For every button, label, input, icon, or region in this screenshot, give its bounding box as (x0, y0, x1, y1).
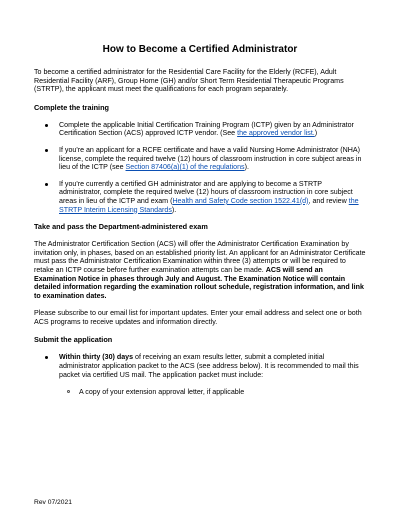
section-heading-training: Complete the training (34, 102, 109, 112)
packet-item-extension-letter: A copy of your extension approval letter, if applicable (59, 388, 366, 397)
revision-footer: Rev 07/2021 (34, 499, 72, 506)
approved-vendor-list-link[interactable]: the approved vendor list. (237, 129, 315, 138)
section-heading-exam: Take and pass the Department-administered exam (34, 222, 208, 232)
packet-requirements-list (59, 388, 366, 397)
subscribe-paragraph: Please subscribe to our email list for important updates. Enter your email address and select one or both ACS programs to receive updates and information directly. (34, 309, 362, 326)
page-title: How to Become a Certified Administrator (102, 44, 298, 55)
bullet-text-end: ). (171, 205, 177, 214)
bullet-text-end: ) (314, 129, 318, 138)
training-bullet-strtp (34, 180, 366, 214)
intro-paragraph: To become a certified administrator for the Residential Care Facility for the Elderly (RCFE), Adult Residential Facility (ARF), Group Home (GH) and/or Short Term Residential Therapeutic Programs (STRTP), the applicant must meet the qualifications for each program separately. (34, 68, 344, 94)
training-list (34, 121, 366, 214)
training-bullet-nha (34, 146, 366, 172)
submit-list (34, 353, 366, 396)
health-safety-code-link[interactable]: Health and Safety Code section 1522.41(d) (172, 196, 309, 205)
bullet-text: of receiving an exam results letter, submit a completed initial administrator application packet to the ACS (see address below). It is recommended to mail this packet via certified US mail. The application packet must include: (59, 353, 359, 379)
exam-notice-text: ACS will send an Examination Notice in phases through July and August. The Examination Notice will contain detailed information regarding the examination rollout schedule, registration information, and link to examination dates. (34, 265, 364, 300)
bullet-text: If you're an applicant for a RCFE certificate and have a valid Nursing Home Administrator (NHA) license, complete the required twelve (12) hours of classroom instruction in core subject areas in lieu of the ICTP (see (59, 145, 362, 172)
bullet-text-end: ). (244, 163, 249, 172)
strtp-standards-link[interactable]: the STRTP Interim Licensing Standards (59, 196, 359, 214)
exam-paragraph (34, 240, 366, 300)
regulations-section-link[interactable]: Section 87406(a)(1) of the regulations (125, 163, 245, 172)
bullet-text: Complete the applicable Initial Certification Training Program (ICTP) given by an Administrator Certification Section (ACS) approved ICTP vendor. (See (59, 120, 354, 138)
exam-text: The Administrator Certification Section (ACS) will offer the Administrator Certification Examination by invitation only, in phases, based on an established priority list. An applicant for an Administrator Certificate must pass the Administrator Certification Examination within three (3) attempts or will be required to retake an ICTP course before further examination attempts can be made. (34, 240, 366, 274)
section-heading-submit: Submit the application (34, 335, 113, 345)
training-bullet-ictp (34, 121, 366, 138)
bullet-text-mid: , and review (308, 196, 349, 205)
bullet-text: If you're currently a certified GH administrator and are applying to become a STRTP administrator, complete the required twelve (12) hours of classroom instruction in core subject areas in lieu of the ICTP and exam ( (59, 179, 353, 205)
submit-bullet (34, 353, 366, 396)
deadline-text: Within thirty (30) days (59, 353, 134, 362)
